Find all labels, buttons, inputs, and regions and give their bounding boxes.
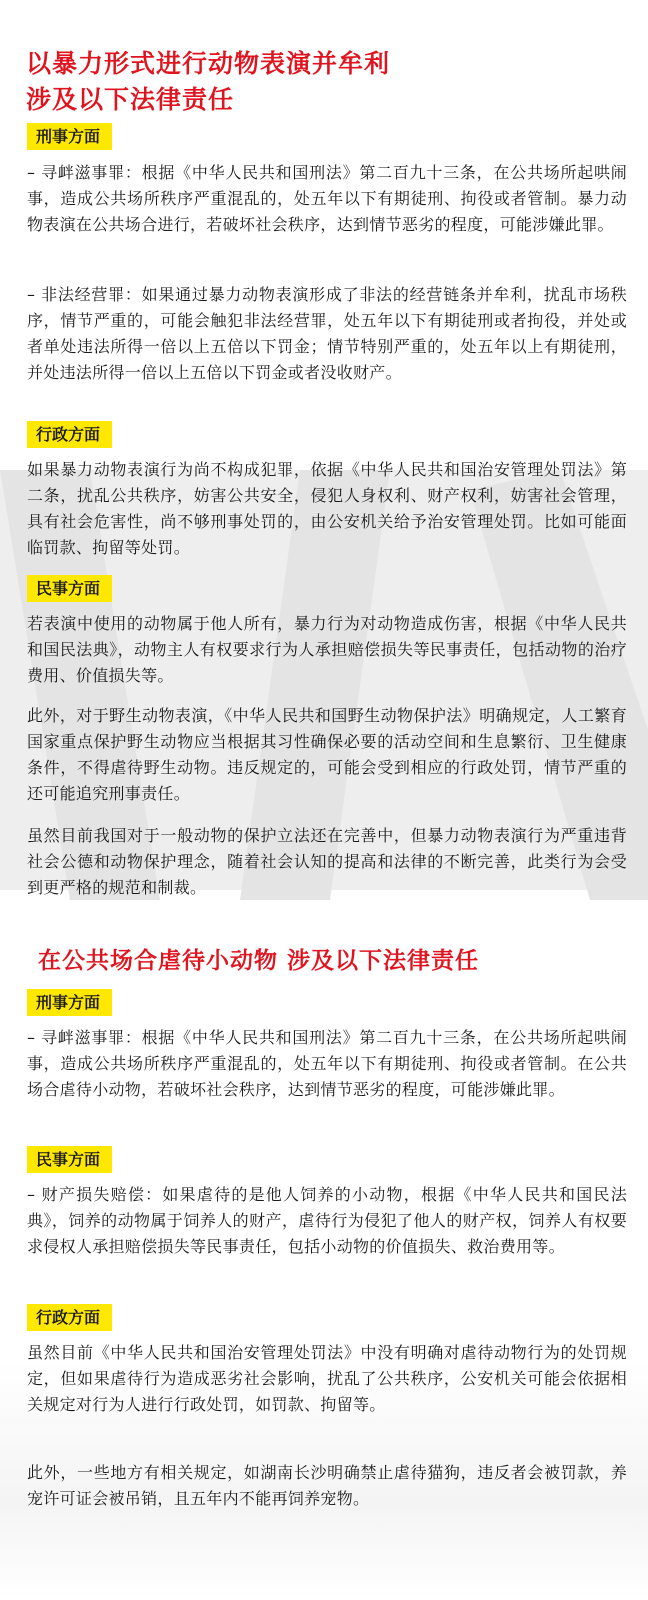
section1-civil-paragraph-3: 虽然目前我国对于一般动物的保护立法还在完善中，但暴力动物表演行为严重违背社会公德和动物保护理念，随着社会认知的提高和法律的不断完善，此类行为会受到更严格的规范和制裁。 <box>27 826 627 897</box>
section2-title: 在公共场合虐待小动物 涉及以下法律责任 <box>38 948 480 974</box>
section2-civil-paragraph-1: – 财产损失赔偿：如果虐待的是他人饲养的小动物，根据《中华人民共和国民法典》，饲养的动物属于饲养人的财产，虐待行为侵犯了他人的财产权，饲养人有权要求侵权人承担赔偿损失等民事责任，包括小动物的价值损失、救治费用等。 <box>27 1185 627 1256</box>
section2-criminal-tag: 刑事方面 <box>27 989 112 1016</box>
section1-criminal-tag: 刑事方面 <box>27 123 112 150</box>
section2-civil-tag: 民事方面 <box>27 1146 112 1173</box>
section2-admin-tag: 行政方面 <box>27 1304 112 1331</box>
section1-admin-paragraph-1: 如果暴力动物表演行为尚不构成犯罪，依据《中华人民共和国治安管理处罚法》第二条，扰乱公共秩序，妨害公共安全，侵犯人身权利、财产权利，妨害社会管理，具有社会危害性，尚不够刑事处罚的，由公安机关给予治安管理处罚。比如可能面临罚款、拘留等处罚。 <box>27 460 627 557</box>
section1-admin-tag: 行政方面 <box>27 421 112 448</box>
section1-civil-tag: 民事方面 <box>27 575 112 602</box>
section1-title-line1: 以暴力形式进行动物表演并牟利 <box>26 49 391 78</box>
section2-admin-paragraph-2: 此外，一些地方有相关规定，如湖南长沙明确禁止虐待猫狗，违反者会被罚款，养宠许可证会被吊销，且五年内不能再饲养宠物。 <box>27 1463 627 1508</box>
section1-criminal-paragraph-1: – 寻衅滋事罪：根据《中华人民共和国刑法》第二百九十三条，在公共场所起哄闹事，造成公共场所秩序严重混乱的，处五年以下有期徒刑、拘役或者管制。暴力动物表演在公共场合进行，若破坏社会秩序，达到情节恶劣的程度，可能涉嫌此罪。 <box>27 163 627 234</box>
section2-criminal-paragraph-1: – 寻衅滋事罪：根据《中华人民共和国刑法》第二百九十三条，在公共场所起哄闹事，造成公共场所秩序严重混乱的，处五年以下有期徒刑、拘役或者管制。在公共场合虐待小动物，若破坏社会秩序，达到情节恶劣的程度，可能涉嫌此罪。 <box>27 1028 627 1099</box>
section1-criminal-paragraph-2: – 非法经营罪：如果通过暴力动物表演形成了非法的经营链条并牟利，扰乱市场秩序，情节严重的，可能会触犯非法经营罪，处五年以下有期徒刑或者拘役，并处或者单处违法所得一倍以上五倍以下罚金；情节特别严重的，处五年以上有期徒刑，并处违法所得一倍以上五倍以下罚金或者没收财产。 <box>27 285 627 382</box>
section1-civil-paragraph-1: 若表演中使用的动物属于他人所有，暴力行为对动物造成伤害，根据《中华人民共和国民法典》，动物主人有权要求行为人承担赔偿损失等民事责任，包括动物的治疗费用、价值损失等。 <box>27 614 627 685</box>
section1-civil-paragraph-2: 此外，对于野生动物表演，《中华人民共和国野生动物保护法》明确规定，人工繁育国家重点保护野生动物应当根据其习性确保必要的活动空间和生息繁衍、卫生健康条件，不得虐待野生动物。违反规定的，可能会受到相应的行政处罚，情节严重的还可能追究刑事责任。 <box>27 706 627 803</box>
section1-title-line2: 涉及以下法律责任 <box>26 85 235 114</box>
section2-admin-paragraph-1: 虽然目前《中华人民共和国治安管理处罚法》中没有明确对虐待动物行为的处罚规定，但如果虐待行为造成恶劣社会影响，扰乱了公共秩序，公安机关可能会依据相关规定对行为人进行行政处罚，如罚款、拘留等。 <box>27 1343 627 1414</box>
